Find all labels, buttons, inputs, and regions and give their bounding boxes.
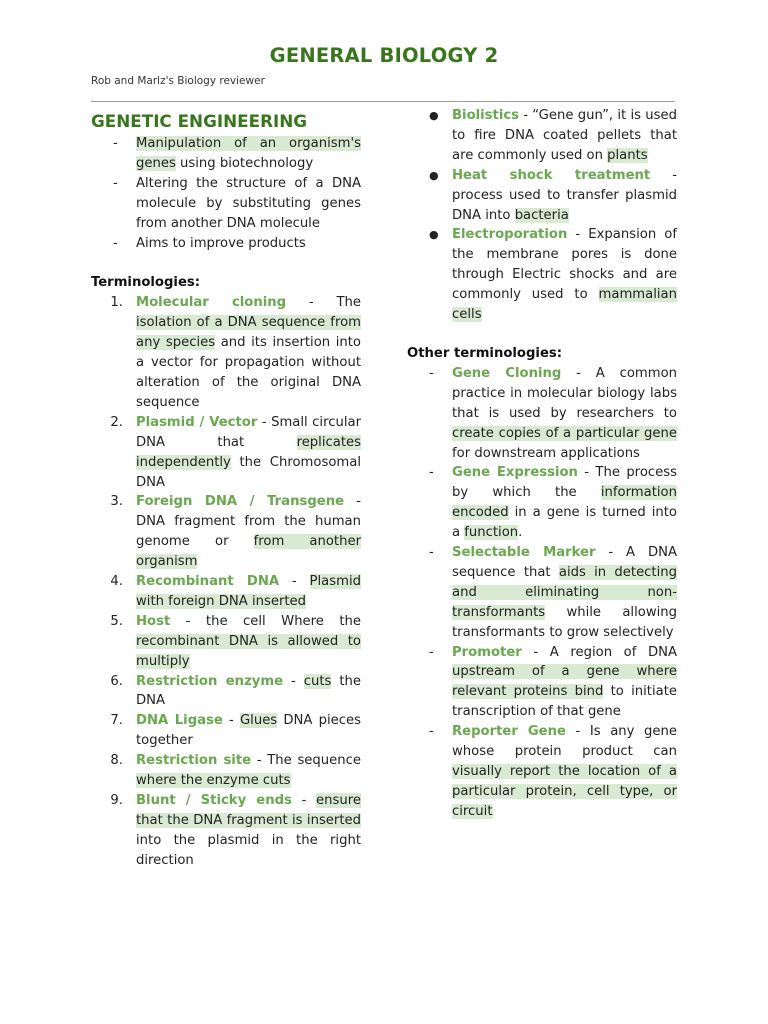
text: and its insertion into a vector for propagation without alteration of the original DNA sequence: [136, 335, 361, 410]
text: Aims to improve products: [136, 235, 306, 251]
bullet-marker: ●: [429, 228, 439, 242]
text: - Is any gene whose protein product can: [452, 724, 677, 760]
list-item: [407, 463, 677, 543]
highlight-text: mammalian cells: [452, 287, 677, 323]
highlight-text: where the enzyme cuts: [136, 773, 291, 789]
document-title: GENERAL BIOLOGY 2: [269, 44, 499, 67]
list-item: [407, 722, 677, 822]
term-item: [91, 672, 361, 712]
term-label: Plasmid / Vector: [136, 414, 258, 430]
text: - Small circular DNA that: [136, 414, 361, 450]
bullet-marker: ●: [429, 168, 439, 182]
list-item: [91, 174, 361, 234]
term-label: Recombinant DNA: [136, 574, 280, 590]
term-item: [91, 293, 361, 412]
dash-marker: -: [429, 644, 434, 660]
dash-marker: -: [113, 175, 118, 191]
item-number: 3.: [110, 494, 123, 510]
term-item: [91, 751, 361, 791]
text: - the cell Where the: [170, 613, 361, 629]
list-item: [407, 543, 677, 643]
dash-marker: -: [429, 724, 434, 740]
highlight-text: cuts: [303, 673, 332, 689]
highlight-text: from another organism: [136, 534, 361, 570]
item-number: 7.: [110, 713, 123, 729]
other-terminologies-heading: Other terminologies:: [407, 345, 563, 361]
highlight-text: Manipulation of an organism's genes: [136, 136, 361, 171]
term-item: [91, 413, 361, 493]
highlight-text: bacteria: [514, 207, 569, 223]
text: -: [279, 574, 310, 590]
term-item: [91, 492, 361, 572]
term-item: [91, 791, 361, 871]
section-title: GENETIC ENGINEERING: [91, 111, 308, 131]
highlight-text: replicates independently: [136, 434, 361, 470]
text: using biotechnology: [175, 155, 314, 171]
text: Altering the structure of a DNA molecule by substituting genes from another DNA molecule: [136, 175, 361, 231]
text: -: [222, 713, 240, 729]
highlight-text: create copies of a particular gene: [452, 425, 677, 441]
document-subtitle: Rob and Marlz's Biology reviewer: [91, 75, 265, 87]
term-label: Gene Expression: [452, 465, 578, 481]
text: - Expansion of the membrane pores is done through Electric shocks and are commonly used to: [452, 227, 677, 303]
dash-marker: -: [113, 235, 118, 251]
term-label: Electroporation: [452, 227, 568, 243]
item-number: 5.: [110, 613, 123, 629]
term-label: Restriction site: [136, 753, 252, 769]
term-item: [91, 612, 361, 672]
highlight-text: upstream of a gene where relevant proteins bind: [452, 664, 677, 700]
term-label: Molecular cloning: [136, 295, 287, 311]
dash-marker: -: [429, 365, 434, 381]
highlight-text: isolation of a DNA sequence from any species: [136, 315, 361, 351]
text: - A region of DNA: [521, 644, 677, 660]
text: - A common practice in molecular biology labs that is used by researchers to: [452, 365, 678, 421]
item-number: 4.: [110, 574, 123, 590]
item-number: 8.: [110, 753, 123, 769]
text: - A DNA sequence that: [452, 545, 677, 580]
dash-marker: -: [429, 465, 434, 481]
text: the Chromosomal DNA: [136, 454, 361, 490]
text: for downstream applications: [452, 445, 640, 461]
text: - The: [286, 295, 361, 311]
text: the DNA: [136, 673, 361, 709]
term-label: Promoter: [452, 644, 522, 660]
term-label: Gene Cloning: [452, 365, 562, 381]
text: .: [518, 525, 523, 541]
highlight-text: recombinant DNA is allowed to multiply: [136, 633, 361, 669]
text: - The process by which the: [452, 465, 677, 501]
highlight-text: visually report the location of a particular protein, cell type, or circuit: [452, 764, 677, 819]
highlight-text: aids in detecting and eliminating non-transformants: [452, 564, 677, 620]
text: -: [291, 793, 317, 808]
header-divider: [91, 101, 675, 102]
item-number: 9.: [110, 793, 123, 808]
term-item: [91, 711, 361, 751]
highlight-text: ensure that the DNA fragment is inserted: [136, 793, 361, 828]
item-number: 6.: [110, 673, 123, 689]
bullet-item: [407, 225, 677, 325]
list-item: [407, 643, 677, 723]
text: into the plasmid in the right direction: [136, 832, 361, 868]
bullet-marker: ●: [429, 109, 439, 122]
highlight-text: information encoded: [452, 485, 677, 521]
text: - “Gene gun”, it is used to fire DNA coated pellets that are commonly used on: [452, 108, 677, 163]
list-item: [91, 134, 361, 174]
text: - The sequence: [251, 753, 361, 769]
list-item: [91, 234, 361, 254]
terminologies-heading: Terminologies:: [91, 275, 201, 291]
text: in a gene is turned into a: [452, 505, 677, 541]
highlight-text: plants: [607, 147, 648, 163]
term-label: Reporter Gene: [452, 724, 566, 740]
highlight-text: Glues: [239, 713, 278, 729]
highlight-text: Plasmid with foreign DNA inserted: [136, 574, 361, 609]
text: DNA pieces together: [136, 713, 361, 749]
right-column: [407, 106, 677, 822]
term-label: Host: [136, 613, 171, 629]
bullet-item: [407, 166, 677, 226]
bullet-item: [407, 106, 677, 166]
highlight-text: function: [464, 525, 519, 541]
term-label: Foreign DNA / Transgene: [136, 494, 345, 510]
text: - DNA fragment from the human genome or: [136, 494, 362, 550]
term-label: Restriction enzyme: [136, 673, 284, 689]
term-label: Biolistics: [452, 108, 520, 123]
text: to initiate transcription of that gene: [452, 684, 677, 720]
term-item: [91, 572, 361, 612]
list-item: [407, 364, 677, 464]
term-label: Blunt / Sticky ends: [136, 793, 292, 808]
item-number: 1.: [110, 295, 123, 311]
term-label: Heat shock treatment: [452, 167, 651, 183]
item-number: 2.: [110, 414, 123, 430]
dash-marker: -: [113, 136, 118, 151]
dash-marker: -: [429, 545, 434, 561]
left-column: [91, 108, 361, 871]
text: - process used to transfer plasmid DNA into: [452, 167, 678, 223]
text: -: [283, 673, 304, 689]
text: while allowing transformants to grow selectively: [452, 604, 677, 640]
term-label: Selectable Marker: [452, 545, 596, 561]
term-label: DNA Ligase: [136, 713, 223, 729]
